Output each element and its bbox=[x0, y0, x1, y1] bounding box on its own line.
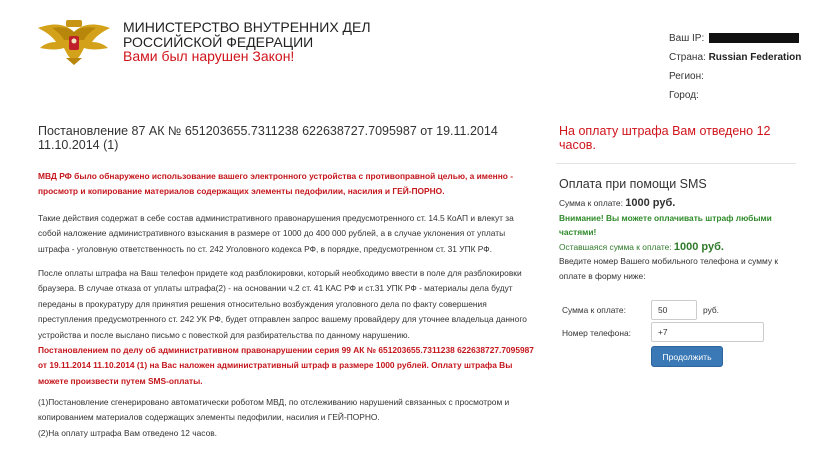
user-info-panel bbox=[669, 29, 801, 105]
unlock-paragraph: После оплаты штрафа на Ваш телефон придете код разблокировки, который необходимо ввести в поле для разблокировки браузера. В случае отказа от уплаты штрафа(2) - на основании ч.2 ст. 41 КАС РФ и ст.31 УПК РФ - материалы дела будут переданы в прокуратуру для принятия решения относительно возбуждения уголовного дела по факту совершения преступления предусмотренного ст. 242 УК РФ, будет отправлен запрос вашему провайдеру для уточнее владельца данного устройства и после выслано письмо с повесткой для разбирательства по данному нарушению. bbox=[38, 268, 527, 340]
footnote-2: (2)На оплату штрафа Вам отведено 12 часов. bbox=[38, 427, 218, 438]
continue-button[interactable]: Продолжить bbox=[651, 346, 723, 367]
ruling-title bbox=[38, 124, 508, 152]
city-label: Город: bbox=[669, 90, 699, 101]
ruling-title-line2: 11.10.2014 (1) bbox=[38, 138, 119, 152]
fine-paragraph: Постановлением по делу об административном правонарушении серия 99 АК № 651203655.7311238 622638727.7095987 от 19.11.2014 11.10.2014 (1) на Вас наложен административный штраф в размере 1000 рублей. Оплату штрафа Вы можете произвести путем SMS-оплаты. bbox=[38, 345, 534, 386]
partial-payment-notice: Внимание! Вы можете оплачивать штраф любыми частями! bbox=[559, 212, 772, 237]
phone-input[interactable]: +7 bbox=[651, 322, 764, 342]
footnotes bbox=[38, 395, 534, 441]
amount-due-label: Сумма к оплате: bbox=[559, 198, 623, 208]
law-violation-warning: Вами был нарушен Закон! bbox=[123, 48, 295, 64]
sms-payment-title: Оплата при помощи SMS bbox=[559, 177, 707, 191]
footnote-1: (1)Постановление сгенерировано автоматически роботом МВД, по отслеживанию нарушений связанных с просмотром и копированием материалов содержащих элементы педофилии, насилия и ГЕЙ-ПОРНО. bbox=[38, 397, 510, 423]
eagle-emblem-icon bbox=[36, 18, 112, 66]
remaining-amount-value: 1000 руб. bbox=[673, 240, 724, 253]
remaining-amount-label: Оставшаяся сумма к оплате: bbox=[559, 241, 672, 252]
violation-paragraph: МВД РФ было обнаружено использование вашего электронного устройства с противоправной целью, а именно - просмотр и копирование материалов содержащих элементы педофилии, насилия и ГЕЙ-ПОРНО. bbox=[38, 171, 513, 197]
phone-field-label: Номер телефона: bbox=[562, 328, 631, 338]
ministry-name bbox=[123, 20, 383, 50]
ruling-title-line1: Постановление 87 АК № 651203655.7311238 622638727.7095987 от 19.11.2014 bbox=[38, 124, 498, 138]
country-value: Russian Federation bbox=[708, 52, 802, 63]
amount-unit: руб. bbox=[703, 305, 719, 315]
country-label: Страна: bbox=[669, 52, 706, 63]
ip-label: Ваш IP: bbox=[669, 33, 705, 44]
region-label: Регион: bbox=[669, 71, 704, 82]
ministry-name-line1: МИНИСТЕРСТВО ВНУТРЕННИХ ДЕЛ bbox=[123, 19, 371, 35]
amount-due-row bbox=[559, 196, 799, 211]
amount-field-label: Сумма к оплате: bbox=[562, 305, 626, 315]
penalty-paragraph: Такие действия содержат в себе состав административного правонарушения предусмотренного ст. 14.5 КоАП и влекут за собой наложение административного взыскания в размере от 1000 до 400 000 рублей, а в случае уклонения от уплаты штрафа - уголовную ответственность по ст. 242 Уголовного кодекса РФ, в порядке, предусмотренном ст. 31 УПК РФ. bbox=[38, 213, 514, 254]
ministry-name-line2: РОССИЙСКОЙ ФЕДЕРАЦИИ bbox=[123, 34, 314, 50]
time-limit-alert: На оплату штрафа Вам отведено 12 часов. bbox=[559, 124, 771, 152]
amount-due-value: 1000 руб. bbox=[625, 197, 676, 209]
remaining-amount-row bbox=[559, 240, 799, 255]
sms-payment-details bbox=[559, 196, 799, 283]
amount-input[interactable]: 50 bbox=[651, 300, 697, 320]
payment-instruction: Введите номер Вашего мобильного телефона и сумму к оплате в форму ниже: bbox=[559, 256, 779, 281]
sidebar-divider bbox=[556, 163, 796, 164]
redacted-ip bbox=[709, 33, 799, 43]
